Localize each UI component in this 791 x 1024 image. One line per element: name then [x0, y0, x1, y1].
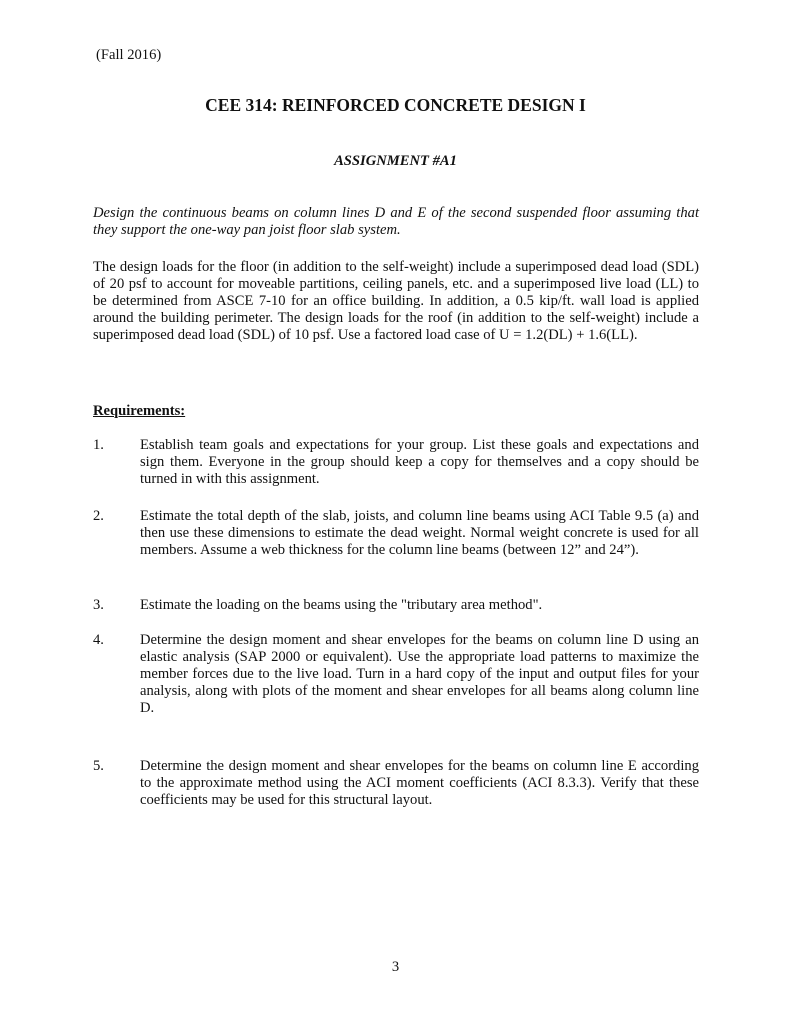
requirement-item — [93, 632, 699, 717]
requirement-text: Determine the design moment and shear envelopes for the beams on column line D using an elastic analysis (SAP 2000 or equivalent). Use the appropriate load patterns to maximize the member forces due to the live load. Turn in a hard copy of the input and output files for your analysis, along with plots of the moment and shear envelopes for all beams along column line D. — [140, 632, 699, 716]
requirement-item — [93, 758, 699, 809]
requirement-item — [93, 597, 699, 614]
requirement-number: 5. — [93, 758, 104, 774]
requirement-text: Establish team goals and expectations for your group. List these goals and expectations and sign them. Everyone in the group should keep a copy for themselves and a copy should be turned in with this assignment. — [140, 437, 699, 487]
assignment-title: ASSIGNMENT #A1 — [334, 153, 457, 169]
term-label: (Fall 2016) — [96, 47, 162, 63]
requirement-item — [93, 437, 699, 488]
design-loads-paragraph: The design loads for the floor (in addition to the self-weight) include a superimposed dead load (SDL) of 20 psf to account for moveable partitions, ceiling panels, etc. and a superimposed live load (LL) to be determined from ASCE 7-10 for an office building. In addition, a 0.5 kip/ft. wall load is applied around the building perimeter. The design loads for the roof (in addition to the self-weight) include a superimposed dead load (SDL) of 10 psf. Use a factored load case of U = 1.2(DL) + 1.6(LL). — [93, 259, 699, 343]
course-title: CEE 314: REINFORCED CONCRETE DESIGN I — [205, 95, 586, 115]
requirements-heading: Requirements: — [93, 403, 186, 419]
page-number: 3 — [391, 959, 400, 975]
requirement-text: Estimate the loading on the beams using the "tributary area method". — [140, 597, 543, 613]
requirement-text: Determine the design moment and shear envelopes for the beams on column line E according to the approximate method using the ACI moment coefficients (ACI 8.3.3). Verify that these coefficients may be used for this structural layout. — [140, 758, 699, 808]
requirement-text: Estimate the total depth of the slab, joists, and column line beams using ACI Table 9.5 (a) and then use these dimensions to estimate the dead weight. Normal weight concrete is used for all members. Assume a web thickness for the column line beams (between 12” and 24”). — [140, 508, 699, 558]
requirement-number: 4. — [93, 632, 104, 648]
requirement-number: 3. — [93, 597, 104, 613]
intro-paragraph: Design the continuous beams on column lines D and E of the second suspended floor assuming that they support the one-way pan joist floor slab system. — [93, 205, 699, 238]
requirement-number: 2. — [93, 508, 104, 524]
requirement-item — [93, 508, 699, 559]
requirement-number: 1. — [93, 437, 104, 453]
